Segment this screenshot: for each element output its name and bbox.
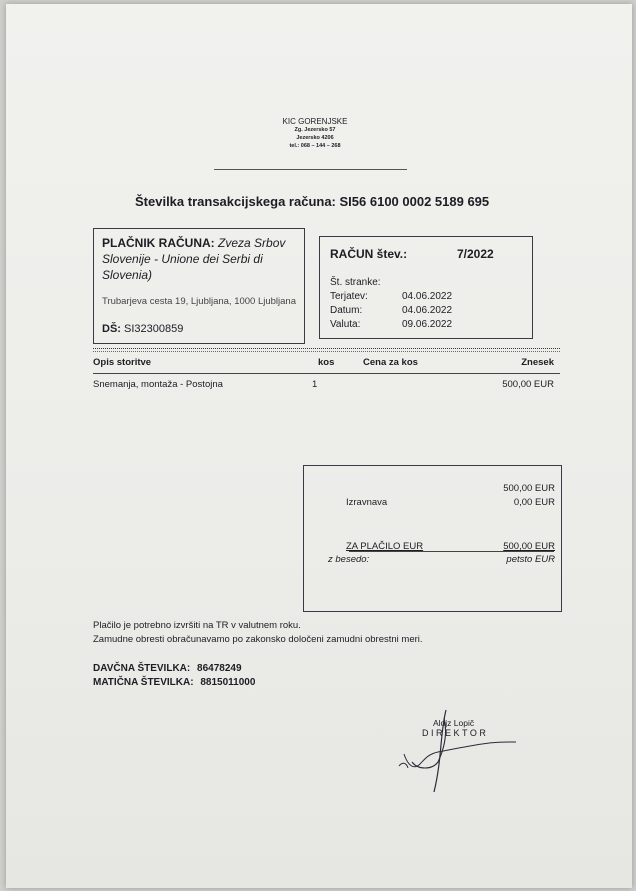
- pay-value: 500,00 EUR: [503, 541, 555, 552]
- company-address-line1: Zg. Jezersko 57: [294, 127, 336, 133]
- invoice-row-label: Terjatev:: [330, 291, 368, 302]
- adjustment-value: 0,00 EUR: [513, 497, 555, 508]
- invoice-page: [6, 4, 632, 888]
- adjustment-label: Izravnava: [346, 497, 388, 508]
- payer-heading: [102, 235, 298, 283]
- invoice-row-label: Datum:: [330, 305, 363, 316]
- tax-number: [93, 663, 242, 674]
- registration-number: [93, 677, 255, 688]
- payer-tax-label: DŠ:: [102, 323, 121, 335]
- registration-number-value: 8815011000: [200, 677, 256, 688]
- interest-note: Zamudne obresti obračunavamo po zakonsko določeni zamudni obrestni meri.: [93, 634, 423, 645]
- tax-number-label: DAVČNA ŠTEVILKA:: [93, 663, 191, 674]
- payer-name: Zveza Srbov Slovenije - Unione dei Serbi di Slovenia): [102, 236, 286, 282]
- pay-label: ZA PLAČILO EUR: [346, 541, 424, 552]
- registration-number-label: MATIČNA ŠTEVILKA:: [93, 677, 194, 688]
- transaction-account: Številka transakcijskega računa: SI56 6100 0002 5189 695: [135, 194, 490, 209]
- company-phone: tel.: 068 – 144 – 268: [289, 143, 341, 149]
- tax-number-value: 86478249: [197, 663, 242, 674]
- header-divider: [214, 169, 407, 170]
- invoice-row-label: Valuta:: [330, 319, 361, 330]
- row-amount: 500,00 EUR: [502, 379, 554, 390]
- invoice-number: 7/2022: [457, 247, 494, 261]
- payer-tax-value: SI32300859: [124, 323, 184, 335]
- words-value: petsto EUR: [506, 554, 555, 565]
- subtotal-value: 500,00 EUR: [503, 483, 555, 494]
- invoice-title: RAČUN štev.:: [330, 247, 408, 261]
- col-header-price: Cena za kos: [363, 357, 418, 368]
- handwritten-signature: [394, 704, 524, 796]
- invoice-row-value: 04.06.2022: [402, 291, 453, 302]
- payer-tax-id: [102, 323, 183, 335]
- col-header-description: Opis storitve: [93, 357, 152, 368]
- payment-note: Plačilo je potrebno izvršiti na TR v valutnem roku.: [93, 620, 301, 631]
- invoice-row-label: Št. stranke:: [330, 277, 381, 288]
- row-qty: 1: [312, 379, 318, 390]
- table-header-divider: [93, 373, 560, 374]
- words-label: z besedo:: [328, 554, 370, 565]
- table-top-divider-secondary: [93, 351, 560, 352]
- company-address-line2: Jezersko 4206: [296, 135, 334, 141]
- invoice-row-value: 04.06.2022: [402, 305, 453, 316]
- table-top-divider: [93, 348, 560, 349]
- signature-role: DIREKTOR: [422, 728, 489, 738]
- totals-box: [303, 465, 562, 612]
- signature-name: Alojz Lopič: [433, 718, 475, 728]
- payer-label: PLAČNIK RAČUNA:: [102, 236, 215, 250]
- company-name: KIC GORENJSKE: [282, 117, 348, 126]
- col-header-qty: kos: [318, 357, 335, 368]
- payer-box: [93, 228, 305, 344]
- col-header-amount: Znesek: [521, 357, 554, 368]
- invoice-info-box: [319, 236, 533, 339]
- invoice-row-value: 09.06.2022: [402, 319, 453, 330]
- row-description: Snemanja, montaža - Postojna: [93, 379, 223, 390]
- payer-address: Trubarjeva cesta 19, Ljubljana, 1000 Ljubljana: [102, 296, 297, 307]
- company-header: [260, 117, 370, 150]
